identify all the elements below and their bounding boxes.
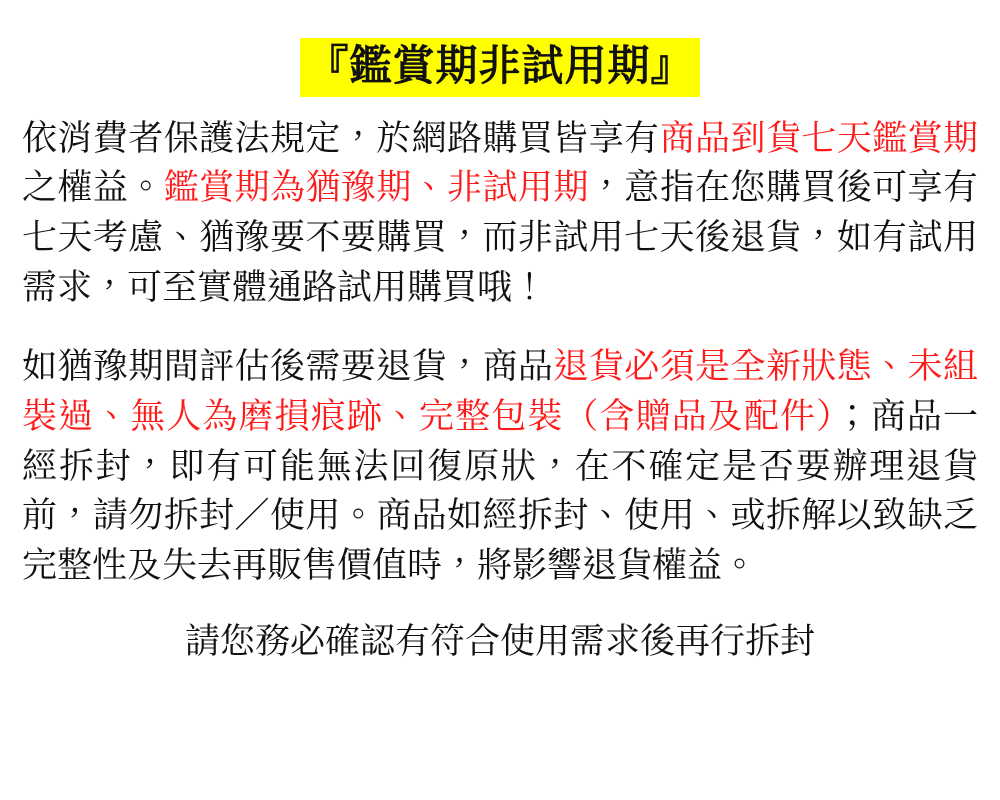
paragraph1-highlight-2: 鑑賞期為猶豫期、非試用期 <box>163 168 589 209</box>
paragraph2-text-2: ；商品一經拆封，即有可能無法回復原狀，在不確定是否要辦理退貨前，請勿拆封／使用。商品如經拆封、使用、或拆解以致缺乏完整性及失去再販售價值時，將影響退貨權益。 <box>22 396 978 586</box>
footer-reminder: 請您務必確認有符合使用需求後再行拆封 <box>184 621 815 662</box>
paragraph2-text-1: 如猶豫期間評估後需要退貨，商品 <box>22 347 554 388</box>
paragraph1-highlight-1: 商品到貨七天鑑賞期 <box>659 118 978 159</box>
paragraph-return-period <box>22 115 978 314</box>
paragraph2-highlight-1: 退貨必須是全新狀態、未組裝過、無人為磨損痕跡、完整包裝（含贈品及配件） <box>22 347 978 437</box>
paragraph1-text-2: 之權益。 <box>22 168 164 209</box>
paragraph1-text-3: ，意指在您購買後可享有七天考慮、猶豫要不要購買，而非試用七天後退貨，如有試用需求，可至實體通路試用購買哦！ <box>22 168 978 308</box>
paragraph1-text-1: 依消費者保護法規定，於網路購買皆享有 <box>22 118 660 159</box>
title-row <box>22 38 978 97</box>
page-title: 『鑑賞期非試用期』 <box>300 38 699 97</box>
paragraph-return-conditions <box>22 343 978 591</box>
